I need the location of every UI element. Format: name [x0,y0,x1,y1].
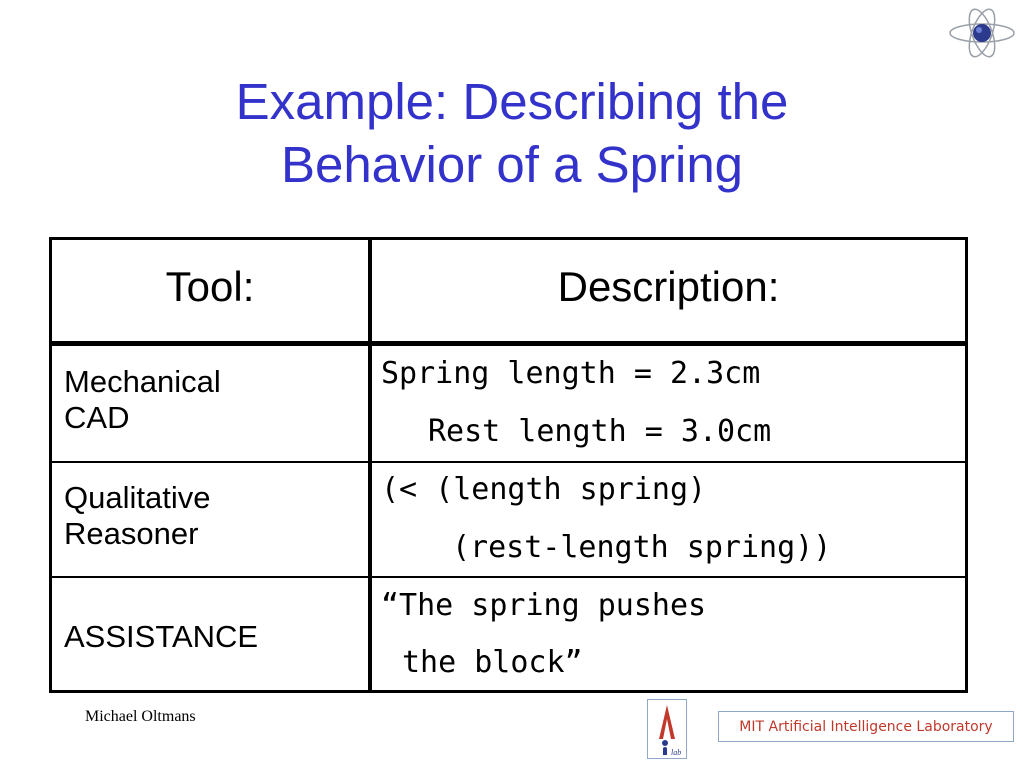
ai-lab-logo [647,699,687,759]
description-line-1: (< (length spring) [381,472,707,507]
description-line-2: the block” [402,645,583,680]
footer-author: Michael Oltmans [85,708,196,725]
tool-label-line-1: Qualitative [64,480,211,515]
table-row-tool [64,619,258,655]
description-line-1: Spring length = 2.3cm [381,356,761,391]
lab-name-banner [718,711,1014,742]
row-divider [52,461,965,463]
title-line-2: Behavior of a Spring [280,136,744,193]
tool-label-line-2: CAD [64,400,130,435]
atom-orbit-icon [946,6,1018,60]
tool-label-line-1: ASSISTANCE [64,619,259,654]
table-row-tool [64,364,221,436]
lab-name: MIT Artificial Intelligence Laboratory [739,719,993,735]
tool-label-line-1: Mechanical [64,364,221,399]
description-line-1: “The spring pushes [381,588,707,623]
tool-description-table [49,237,968,693]
description-line-2: Rest length = 3.0cm [428,414,772,449]
header-description: Description: [557,263,780,310]
title-line-1: Example: Describing the [235,73,789,130]
row-divider [52,576,965,578]
description-line-2: (rest-length spring)) [452,530,832,565]
table-row-tool [64,480,210,552]
header-tool: Tool: [165,263,255,310]
lab-logo-text: lab [671,748,682,757]
header-divider [52,341,965,346]
slide-title [0,70,1024,196]
tool-label-line-2: Reasoner [64,516,199,551]
